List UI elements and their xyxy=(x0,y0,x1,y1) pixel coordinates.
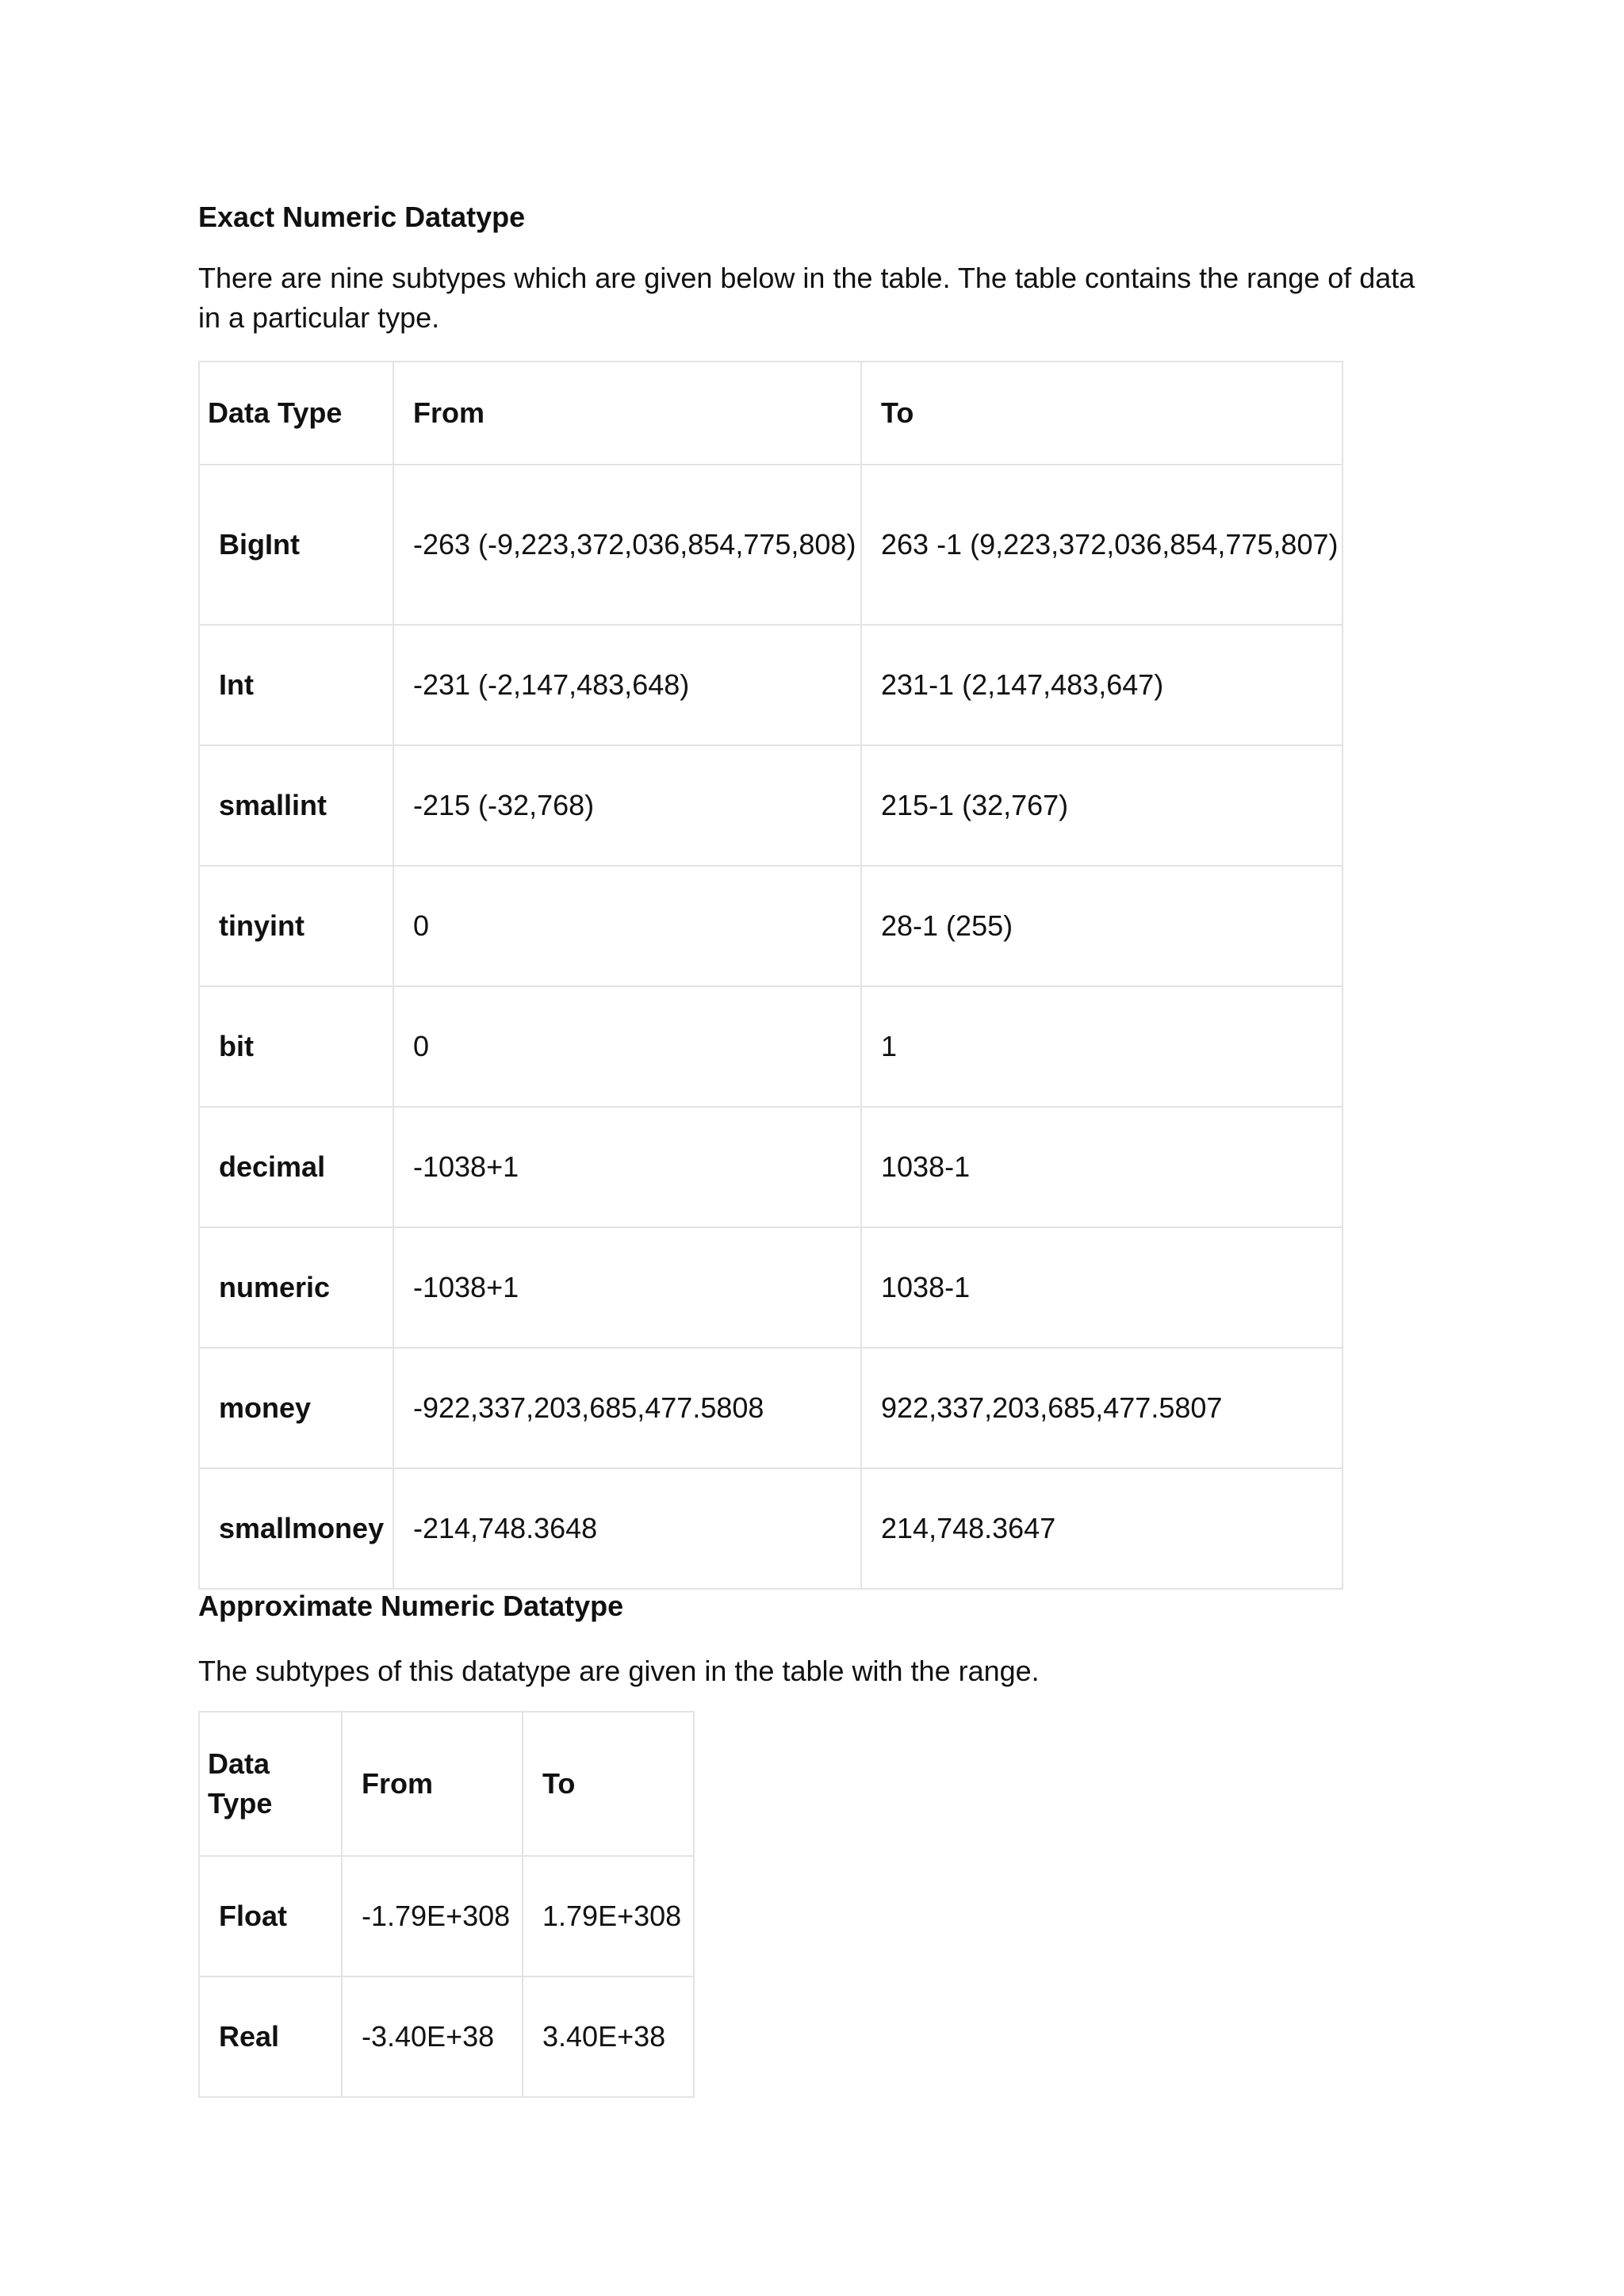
from-cell: -3.40E+38 xyxy=(342,1976,523,2097)
from-cell: -215 (-32,768) xyxy=(393,745,861,866)
from-cell: -922,337,203,685,477.5808 xyxy=(393,1348,861,1468)
to-cell: 1.79E+308 xyxy=(523,1856,694,1976)
from-cell: -1.79E+308 xyxy=(342,1856,523,1976)
data-type-cell: smallint xyxy=(199,745,393,866)
to-cell: 1 xyxy=(861,986,1342,1107)
from-cell: 0 xyxy=(393,866,861,986)
table-row xyxy=(199,1976,694,2097)
data-type-cell: Real xyxy=(199,1976,342,2097)
table-row xyxy=(199,745,1342,866)
section-heading-approximate-numeric: Approximate Numeric Datatype xyxy=(198,1590,624,1622)
table-row xyxy=(199,1856,694,1976)
data-type-cell: numeric xyxy=(199,1227,393,1348)
header-to: To xyxy=(861,362,1342,465)
to-cell: 263 -1 (9,223,372,036,854,775,807) xyxy=(861,465,1342,625)
from-cell: 0 xyxy=(393,986,861,1107)
table-row xyxy=(199,986,1342,1107)
to-cell: 1038-1 xyxy=(861,1227,1342,1348)
to-cell: 28-1 (255) xyxy=(861,866,1342,986)
table-row xyxy=(199,866,1342,986)
from-cell: -1038+1 xyxy=(393,1227,861,1348)
data-type-cell: tinyint xyxy=(199,866,393,986)
table-row xyxy=(199,1227,1342,1348)
table-row xyxy=(199,1107,1342,1227)
section-description-approximate-numeric: The subtypes of this datatype are given in the table with the range. xyxy=(198,1655,1040,1687)
table-row xyxy=(199,465,1342,625)
from-cell: -231 (-2,147,483,648) xyxy=(393,625,861,745)
header-to: To xyxy=(523,1712,694,1856)
from-cell: -214,748.3648 xyxy=(393,1468,861,1589)
to-cell: 922,337,203,685,477.5807 xyxy=(861,1348,1342,1468)
from-cell: -263 (-9,223,372,036,854,775,808) xyxy=(393,465,861,625)
to-cell: 214,748.3647 xyxy=(861,1468,1342,1589)
data-type-cell: money xyxy=(199,1348,393,1468)
to-cell: 3.40E+38 xyxy=(523,1976,694,2097)
data-type-cell: bit xyxy=(199,986,393,1107)
data-type-cell: decimal xyxy=(199,1107,393,1227)
header-from: From xyxy=(342,1712,523,1856)
table-header-row xyxy=(199,1712,694,1856)
header-data-type: Data Type xyxy=(199,1712,342,1856)
section-description-exact-numeric: There are nine subtypes which are given below in the table. The table contains the range of data in a particular type. xyxy=(198,262,1415,334)
header-data-type: Data Type xyxy=(199,362,393,465)
data-type-cell: Int xyxy=(199,625,393,745)
section-heading-exact-numeric: Exact Numeric Datatype xyxy=(198,201,526,233)
header-from: From xyxy=(393,362,861,465)
data-type-cell: smallmoney xyxy=(199,1468,393,1589)
data-type-cell: BigInt xyxy=(199,465,393,625)
table-row xyxy=(199,625,1342,745)
to-cell: 215-1 (32,767) xyxy=(861,745,1342,866)
table-header-row xyxy=(199,362,1342,465)
approximate-numeric-table xyxy=(198,1711,695,2098)
exact-numeric-table xyxy=(198,361,1343,1590)
to-cell: 231-1 (2,147,483,647) xyxy=(861,625,1342,745)
from-cell: -1038+1 xyxy=(393,1107,861,1227)
data-type-cell: Float xyxy=(199,1856,342,1976)
table-row xyxy=(199,1348,1342,1468)
to-cell: 1038-1 xyxy=(861,1107,1342,1227)
table-row xyxy=(199,1468,1342,1589)
